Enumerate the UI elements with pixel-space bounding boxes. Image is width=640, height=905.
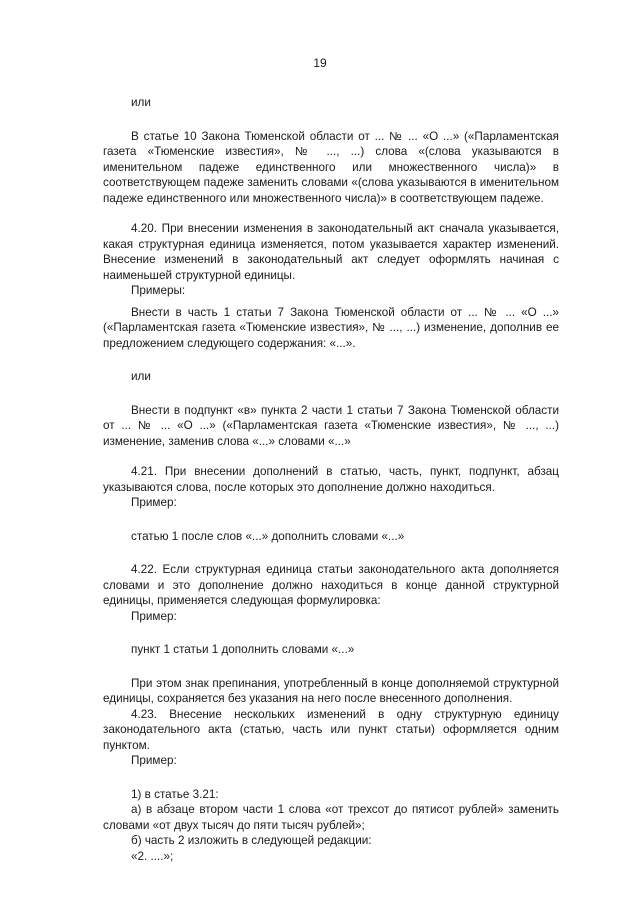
page-number: 19 xyxy=(313,56,327,70)
paragraph-example-point-1: пункт 1 статьи 1 дополнить словами «...» xyxy=(131,643,355,656)
paragraph-or: или xyxy=(131,96,151,109)
paragraph-example-article-1: статью 1 после слов «...» дополнить словами «...» xyxy=(131,529,405,543)
page-body xyxy=(103,95,559,864)
paragraph-4-20: 4.20. При внесении изменения в законодательный акт сначала указывается, какая структурная единица изменяется, потом указывается характер изменений. Внесение изменений в законодательный акт следует оформлять начиная с наименьшей структурной единицы. xyxy=(103,222,559,282)
paragraph-4-21: 4.21. При внесении дополнений в статью, часть, пункт, подпункт, абзац указываются слова, после которых это дополнение должно находиться. xyxy=(103,465,559,494)
paragraph-4-23: 4.23. Внесение нескольких изменений в одну структурную единицу законодательного акта (статью, часть или пункт статьи) оформляется одним пунктом. xyxy=(103,707,559,752)
paragraph-punctuation-note: При этом знак препинания, употребленный в конце дополняемой структурной единицы, сохраняется без указания на него после внесенного дополнения. xyxy=(103,676,559,705)
list-item-quote: «2. ....»; xyxy=(131,849,174,863)
paragraph-example-subpoint: Внести в подпункт «в» пункта 2 части 1 статьи 7 Закона Тюменской области от ... № ... «О ...» («Парламентская газета «Тюменские известия», № ..., ...) изменение, заменив слова «...» словами «...» xyxy=(103,403,559,448)
list-item-a: а) в абзаце втором части 1 слова «от трехсот до пятисот рублей» заменить словами «от двух тысяч до пяти тысяч рублей»; xyxy=(103,803,559,832)
paragraph-example-article-10: В статье 10 Закона Тюменской области от ... № ... «О ...» («Парламентская газета «Тюменские известия», № ..., ...) слова «(слова указываются в именительном падеже единственного или множественного числа)» в соответствующем падеже заменить словами «(слова указываются в именительном падеже единственного или множественного числа)» в соответствующем падеже. xyxy=(103,129,559,205)
paragraph-examples-label: Примеры: xyxy=(131,284,186,297)
paragraph-example-part-1: Внести в часть 1 статьи 7 Закона Тюменской области от ... № ... «О ...» («Парламентская газета «Тюменские известия», № ..., ...) изменение, дополнив ее предложением следующего содержания: «...». xyxy=(103,305,559,350)
paragraph-or-2: или xyxy=(131,370,151,383)
list-item-1: 1) в статье 3.21: xyxy=(131,787,219,801)
paragraph-example-label-2: Пример: xyxy=(131,609,177,623)
paragraph-example-label: Пример: xyxy=(131,496,177,509)
list-item-b: б) часть 2 изложить в следующей редакции: xyxy=(131,834,372,847)
paragraph-4-22: 4.22. Если структурная единица статьи законодательного акта дополняется словами и это дополнение должно находиться в конце данной структурной единицы, применяется следующая формулировка: xyxy=(103,563,559,607)
paragraph-example-label-3: Пример: xyxy=(131,754,177,767)
